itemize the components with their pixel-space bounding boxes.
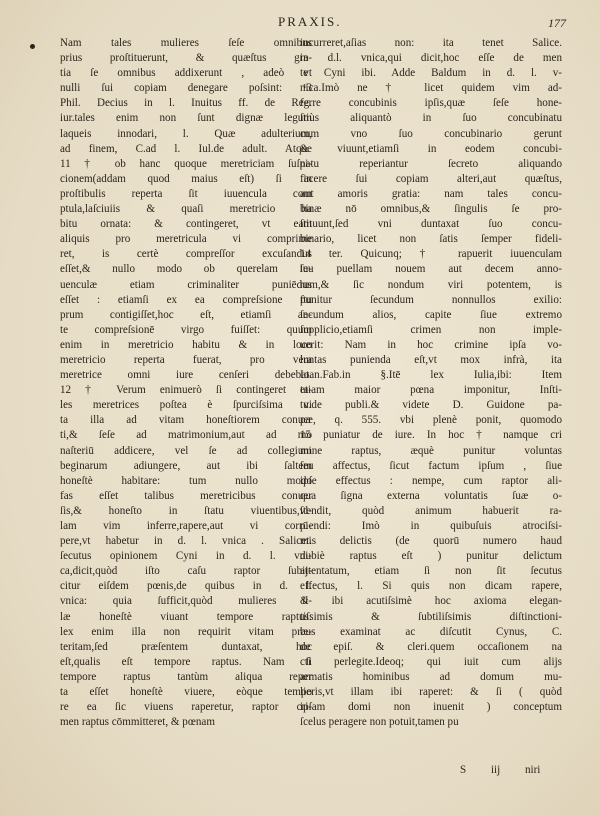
text-line: uerit: Nam in hoc crimine ipſa vo-	[300, 338, 562, 351]
text-line: ipſam domi non inuenit ) conceptum	[300, 701, 562, 714]
text-line: cum vno ſuo concubinario gerunt	[300, 127, 562, 140]
text-line: piendi: Imò in quibuſuis atrociſsi-	[300, 520, 562, 532]
text-line: ſcelus peragere non potuit,tamen pu	[300, 716, 459, 729]
text-line: ſupplicio,etiamſi crimen non imple-	[300, 323, 562, 336]
text-line: Phil. Decius in l. Inuitus ff. de Reg.	[60, 97, 312, 110]
signature-mark: S iij	[460, 764, 501, 776]
text-line: enim in meretricio habitu & in loco	[60, 338, 312, 351]
text-line: 12 † Verum enimuerò ſi contingeret ta-	[60, 384, 312, 397]
text-line: attentatum, etiam ſi non ſit ſecutus	[300, 565, 562, 578]
text-line: ipſe effectus : nempe, cum raptor ali-	[300, 474, 562, 487]
text-line: incurreret,aſias non: ita tenet Salice.	[300, 37, 562, 49]
text-line: ſtituunt,ſed vni duntaxat ſuo concu-	[300, 218, 562, 231]
text-line: binæ nō omnibus,& ſingulis ſe pro-	[300, 203, 562, 216]
text-line: proſtibulis reperta ſit iuuencula com	[60, 187, 312, 200]
text-line: ptula,laſciuiis & quaſi meretricio ha	[60, 203, 312, 216]
text-line: ca,dicit,quòd iſto caſu raptor ſubij-	[60, 565, 312, 578]
text-line: eſſet,& nullo modo ob querelam iu-	[60, 263, 312, 276]
text-line: cionem(addam quod maius eſt) ſi in	[60, 172, 312, 185]
text-line: de epiſ. & cleri.quem occaſionem na	[300, 640, 562, 653]
text-line: natu reperiantur ſecreto aliquando	[300, 157, 562, 170]
left-text-column	[60, 36, 312, 730]
text-line: eſſet : etiamſi ex ea compreſsione ſtu	[60, 293, 312, 306]
text-line: & viuunt,etiamſi in eodem concubi-	[300, 142, 562, 155]
text-line: meretrice omni iure cenſeri debebat.	[60, 369, 312, 382]
text-line: ta eſſet honeſtè viuere, eòque tempo	[60, 686, 312, 699]
text-line: tempore raptus tantùm aliqua reper	[60, 670, 312, 683]
text-line: ctì perlegite.Ideoq; qui iuit cum alijs	[300, 655, 562, 668]
text-line: pere,vt habetur in d. l. vnica . Salicet.	[60, 535, 312, 548]
text-line: naſteriū addicere, vel ſe ad collegium	[60, 444, 312, 457]
text-line: læ honeſtè viuant tempore raptus:	[60, 610, 312, 623]
text-line: binario, licet non ſatis ſemper fideli-	[300, 233, 562, 246]
text-line: Ioan.Fab.in §.Itē lex Iulia,ibi: Item	[300, 369, 562, 382]
text-line: aliquis pro meretricula vi comprime	[60, 233, 312, 246]
text-line: facere ſui copiam alteri,aut quæſtus,	[300, 172, 562, 185]
text-line: punitur ſecundum nonnullos exilio:	[300, 293, 562, 306]
text-line: teritam,ſed præſentem duntaxat, hoc	[60, 640, 312, 653]
text-line: ret, is certè compreſſor excuſandus	[60, 248, 312, 261]
text-line: in d.l. vnica,qui dicit,hoc eſſe de men	[300, 52, 562, 65]
text-line: re ea ſic viuens raperetur, raptor cri-	[60, 701, 312, 714]
text-line: fas eſſet talibus meretricibus conuer	[60, 489, 312, 502]
page-header	[0, 14, 600, 34]
text-line: nica.Imò ne † licet quidem vim ad-	[300, 82, 562, 95]
text-line: tia ſe omnibus addixerunt , adeò vt	[60, 67, 312, 80]
text-line: tiſsimis & ſubtiliſsimis diſtinctioni-	[300, 610, 562, 623]
text-line: ta illa ad vitam honeſtiorem conuer	[60, 414, 312, 427]
text-line: lam vim inferre,rapere,aut vi corrū-	[60, 520, 312, 532]
text-line: ſecundum alios, capite ſiue extremo	[300, 308, 562, 321]
text-line: eſt,qualis eſt tempore raptus. Nam ſi	[60, 655, 312, 668]
text-line: ſtiùs aliquantò in ſuo concubinatu	[300, 112, 562, 125]
text-line: pæ, q. 555. vbi plenè ponit, quomodo	[300, 414, 562, 427]
text-line: ſecutus opinionem Cyni in d. l. vni-	[60, 550, 312, 563]
text-line: honeſtè habitare: tum nullo modo	[60, 474, 312, 487]
text-line: 11 † ob hanc quoque meretriciam ſuſpi-	[60, 157, 312, 170]
text-line: effectus, l. Si quis non dicam rapere,	[300, 580, 562, 593]
text-line: te Cyni ibi. Adde Baldum in d. l. v-	[300, 67, 562, 80]
text-line: tu.de publi.& videte D. Guidone pa-	[300, 399, 562, 412]
text-line: ſis,& honeſto in ſtatu viuentibus,vl-	[60, 504, 312, 517]
text-line: ſeu affectus, ſicut factum ipſum , ſiue	[300, 459, 562, 472]
right-text-column	[300, 36, 562, 730]
margin-dot	[30, 44, 35, 49]
text-line: meretricio reperta fuerat, pro vera	[60, 353, 312, 366]
text-line: ti,& ſeſe ad matrimonium,aut ad mo	[60, 429, 312, 442]
text-line: les meretrices poſtea è ſpurciſsima vi	[60, 399, 312, 412]
text-line: lex enim illa non requirit vitam præ-	[60, 625, 312, 638]
text-line: prius proſtituerunt, & quæſtus gra-	[60, 52, 312, 65]
text-line: bitu ornata: & contingeret, vt eam	[60, 218, 312, 231]
text-line: qua ſigna externa voluntatis ſuæ o-	[300, 489, 562, 502]
text-line: mis delictis (de quorū numero haud	[300, 535, 562, 548]
text-line: ſtendit, quòd animum habuerit ra-	[300, 504, 562, 517]
text-line: lieris,vt illam ibi raperet: & ſi ( quòd	[300, 686, 562, 699]
page-footer	[460, 764, 560, 776]
text-line: te compreſsionē virgo fuiſſet: quum	[60, 323, 312, 336]
running-title: PRAXIS.	[278, 14, 342, 29]
text-line: etiam maior pœna imponitur, Inſti-	[300, 384, 562, 397]
text-line: 15 puniatur de iure. In hoc † namque cri	[300, 429, 562, 442]
text-line: ferre concubinis ipſis,quæ ſeſe hone-	[300, 97, 562, 110]
text-line: mine raptus, æquè punitur voluntas	[300, 444, 562, 457]
text-line: laqueis innodari, l. Quæ adulterium,	[60, 127, 312, 140]
text-line: armatis hominibus ad domum mu-	[300, 670, 562, 683]
text-line: dubiè raptus eſt ) punitur delictum	[300, 550, 562, 563]
text-line: & ibi acutiſsimè hoc axioma elegan-	[300, 595, 562, 608]
page-number: 177	[548, 16, 566, 30]
text-line: rum,& ſic nondum viri potentem, is	[300, 278, 562, 291]
text-line: iur.tales enim non ſunt dignæ legum	[60, 112, 312, 125]
text-line: aut amoris gratia: nam tales concu-	[300, 187, 562, 200]
text-line: men raptus cōmmitteret, & pœnam	[60, 716, 215, 729]
text-line: luntas punienda eſt,vt mox infrà, ita	[300, 353, 562, 366]
text-line: citur eiſdem pœnis,de quibus in d. l.	[60, 580, 312, 593]
text-line: uenculæ etiam criminaliter puniēdus	[60, 278, 312, 291]
text-line: ad finem, C.ad l. Iul.de adult. Atque	[60, 142, 312, 155]
text-line: 14 ter. Quicunq; † rapuerit iuuenculam	[300, 248, 562, 261]
catchword: niri	[524, 764, 541, 776]
text-line: Nam tales mulieres ſeſe omnibus	[60, 37, 312, 49]
text-line: vnica: quia ſufficit,quòd mulieres il-	[60, 595, 312, 608]
text-line: prum contigiſſet,hoc eſt, etiamſi an-	[60, 308, 312, 321]
text-line: bus examinat ac diſcutit Cynus, C.	[300, 625, 562, 638]
text-line: beginarum adiungere, aut ibi ſaltem	[60, 459, 312, 472]
text-line: nulli ſui copiam denegare poſsint: ¹3	[60, 82, 312, 95]
text-line: ſeu puellam nouem aut decem anno-	[300, 263, 562, 276]
